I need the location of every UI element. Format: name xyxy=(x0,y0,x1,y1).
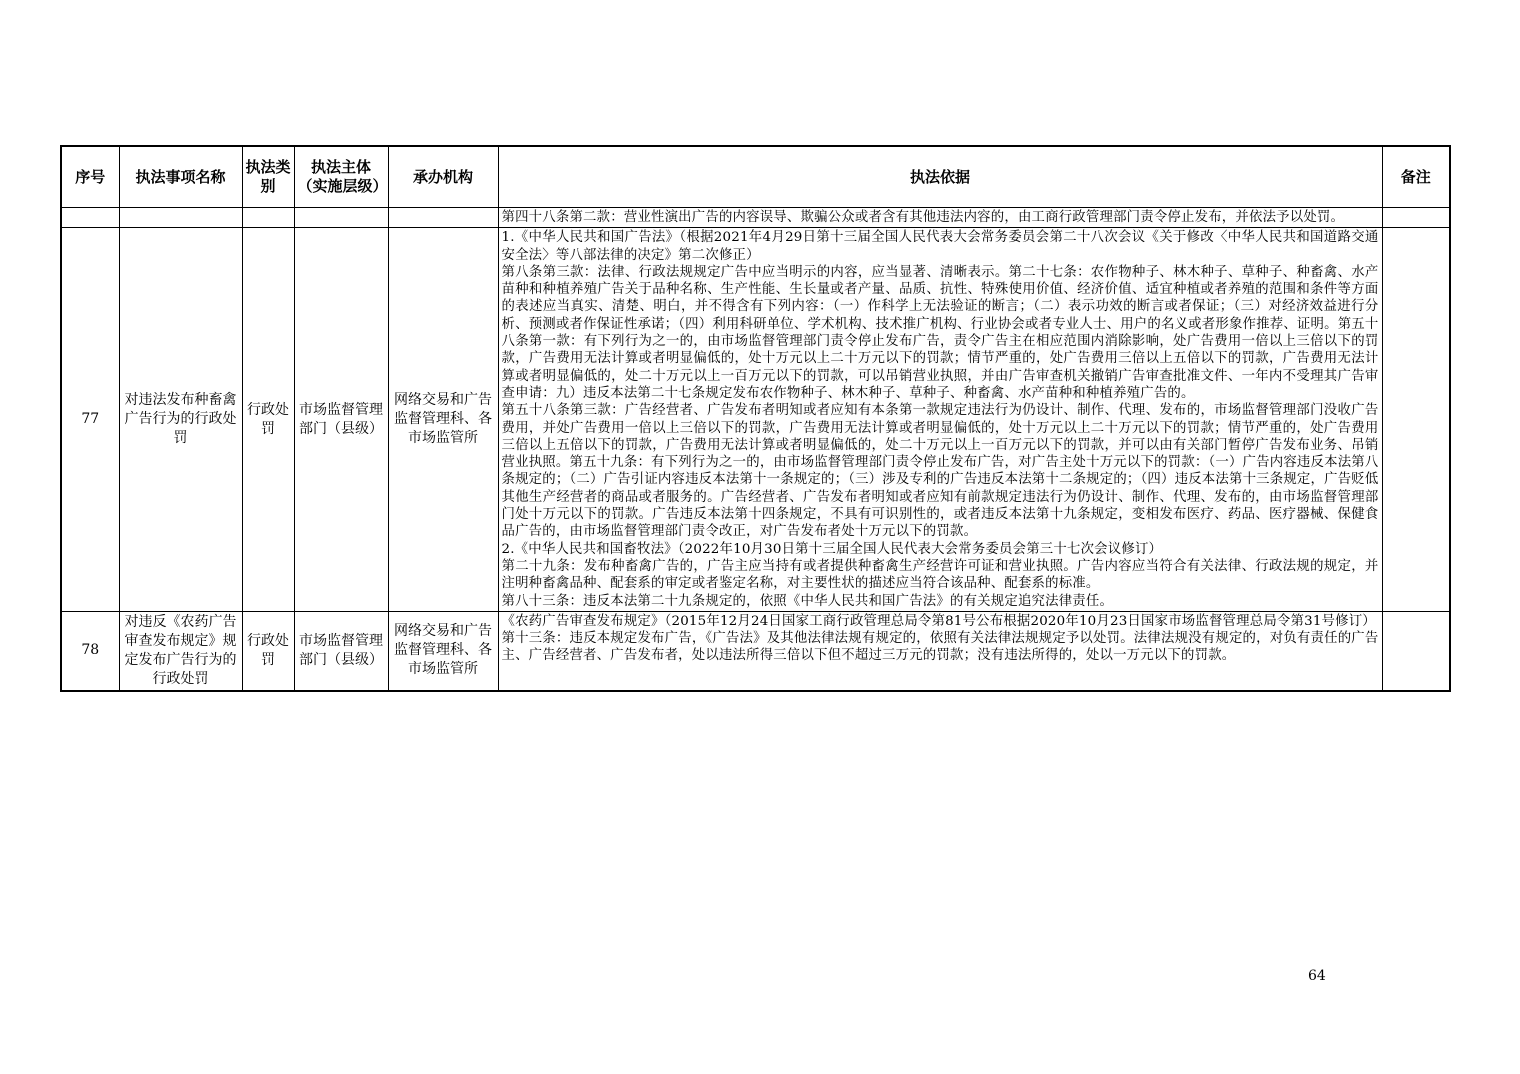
basis-paragraph: 2.《中华人民共和国畜牧法》（2022年10月30日第十三届全国人民代表大会常务委员会第三十七次会议修订） xyxy=(501,541,1163,557)
row-org xyxy=(388,208,498,228)
row-name: 对违反《农药广告审查发布规定》规定发布广告行为的行政处罚 xyxy=(119,611,242,691)
table-row xyxy=(61,208,1450,228)
page-number: 64 xyxy=(1308,968,1326,984)
row-subject xyxy=(294,208,388,228)
basis-paragraph: 第八十三条：违反本法第二十九条规定的，依照《中华人民共和国广告法》的有关规定追究法律责任。 xyxy=(501,593,1114,609)
row-subject: 市场监督管理部门（县级） xyxy=(294,611,388,691)
table-row xyxy=(61,228,1450,612)
row-basis xyxy=(498,208,1382,228)
row-basis xyxy=(498,228,1382,612)
header-category: 执法类别 xyxy=(242,146,294,208)
table-header-row xyxy=(61,146,1450,208)
row-basis xyxy=(498,611,1382,691)
basis-paragraph: 第四十八条第二款：营业性演出广告的内容误导、欺骗公众或者含有其他违法内容的，由工商行政管理部门责令停止发布，并依法予以处罚。 xyxy=(501,210,1345,225)
row-remark xyxy=(1382,611,1450,691)
basis-paragraph: 第八条第三款：法律、行政法规规定广告中应当明示的内容，应当显著、清晰表示。第二十七条：农作物种子、林木种子、草种子、种畜禽、水产苗种和种植养殖广告关于品种名称、生产性能、生长量或者产量、品质、抗性、特殊使用价值、经济价值、适宜种植或者养殖的范围和条件等方面的表述应当真实、清楚、明白，并不得含有下列内容：（一）作科学上无法验证的断言；（二）表示功效的断言或者保证；（三）对经济效益进行分析、预测或者作保证性承诺；（四）利用科研单位、学术机构、技术推广机构、行业协会或者专业人士、用户的名义或者形象作推荐、证明。第五十八条第一款：有下列行为之一的，由市场监督管理部门责令停止发布广告，责令广告主在相应范围内消除影响，处广告费用一倍以上三倍以下的罚款，广告费用无法计算或者明显偏低的，处十万元以上二十万元以下的罚款；情节严重的，处广告费用三倍以上五倍以下的罚款，广告费用无法计算或者明显偏低的，处二十万元以上一百万元以下的罚款，可以吊销营业执照，并由广告审查机关撤销广告审查批准文件、一年内不受理其广告审查申请：九）违反本法第二十七条规定发布农作物种子、林木种子、草种子、种畜禽、水产苗种和种植养殖广告的。 xyxy=(501,264,1379,401)
law-enforcement-table xyxy=(60,145,1451,692)
row-no: 78 xyxy=(61,611,119,691)
header-remark: 备注 xyxy=(1382,146,1450,208)
row-subject: 市场监督管理部门（县级） xyxy=(294,228,388,612)
basis-paragraph: 第二十九条：发布种畜禽广告的，广告主应当持有或者提供种畜禽生产经营许可证和营业执照。广告内容应当符合有关法律、行政法规的规定，并注明种畜禽品种、配套系的审定或者鉴定名称，对主要性状的描述应当符合该品种、配套系的标准。 xyxy=(501,558,1379,592)
header-subject: 执法主体（实施层级） xyxy=(294,146,388,208)
row-category: 行政处罚 xyxy=(242,228,294,612)
basis-paragraph: 第五十八条第三款：广告经营者、广告发布者明知或者应知有本条第一款规定违法行为仍设计、制作、代理、发布的，市场监督管理部门没收广告费用，并处广告费用一倍以上三倍以下的罚款，广告费用无法计算或者明显偏低的，处十万元以上二十万元以下的罚款；情节严重的，处广告费用三倍以上五倍以下的罚款，广告费用无法计算或者明显偏低的，处二十万元以上一百万元以下的罚款，并可以由有关部门暂停广告发布业务、吊销营业执照。第五十九条：有下列行为之一的，由市场监督管理部门责令停止发布广告，对广告主处十万元以下的罚款：（一）广告内容违反本法第八条规定的；（二）广告引证内容违反本法第十一条规定的；（三）涉及专利的广告违反本法第十二条规定的；（四）违反本法第十三条规定，广告贬低其他生产经营者的商品或者服务的。广告经营者、广告发布者明知或者应知有前款规定违法行为仍设计、制作、代理、发布的，由市场监督管理部门处十万元以下的罚款。广告违反本法第十四条规定，不具有可识别性的，或者违反本法第十九条规定，变相发布医疗、药品、医疗器械、保健食品广告的，由市场监督管理部门责令改正，对广告发布者处十万元以下的罚款。 xyxy=(501,403,1379,540)
row-no: 77 xyxy=(61,228,119,612)
row-remark xyxy=(1382,228,1450,612)
row-org: 网络交易和广告监督管理科、各市场监管所 xyxy=(388,228,498,612)
header-basis: 执法依据 xyxy=(498,146,1382,208)
row-no xyxy=(61,208,119,228)
row-category: 行政处罚 xyxy=(242,611,294,691)
row-name xyxy=(119,208,242,228)
row-remark xyxy=(1382,208,1450,228)
basis-paragraph: 《农药广告审查发布规定》（2015年12月24日国家工商行政管理总局令第81号公布根据2020年10月23日国家市场监督管理总局令第31号修订） xyxy=(501,613,1376,629)
row-category xyxy=(242,208,294,228)
header-org: 承办机构 xyxy=(388,146,498,208)
table-row xyxy=(61,611,1450,691)
basis-paragraph: 第十三条：违反本规定发布广告，《广告法》及其他法律法规有规定的，依照有关法律法规规定予以处罚。法律法规没有规定的，对负有责任的广告主、广告经营者、广告发布者，处以违法所得三倍以下但不超过三万元的罚款；没有违法所得的，处以一万元以下的罚款。 xyxy=(501,631,1379,664)
header-no: 序号 xyxy=(61,146,119,208)
header-name: 执法事项名称 xyxy=(119,146,242,208)
basis-paragraph: 1.《中华人民共和国广告法》（根据2021年4月29日第十三届全国人民代表大会常务委员会第二十八次会议《关于修改〈中华人民共和国道路交通安全法〉等八部法律的决定》第二次修正） xyxy=(501,230,1379,263)
row-org: 网络交易和广告监督管理科、各市场监管所 xyxy=(388,611,498,691)
row-name: 对违法发布种畜禽广告行为的行政处罚 xyxy=(119,228,242,612)
